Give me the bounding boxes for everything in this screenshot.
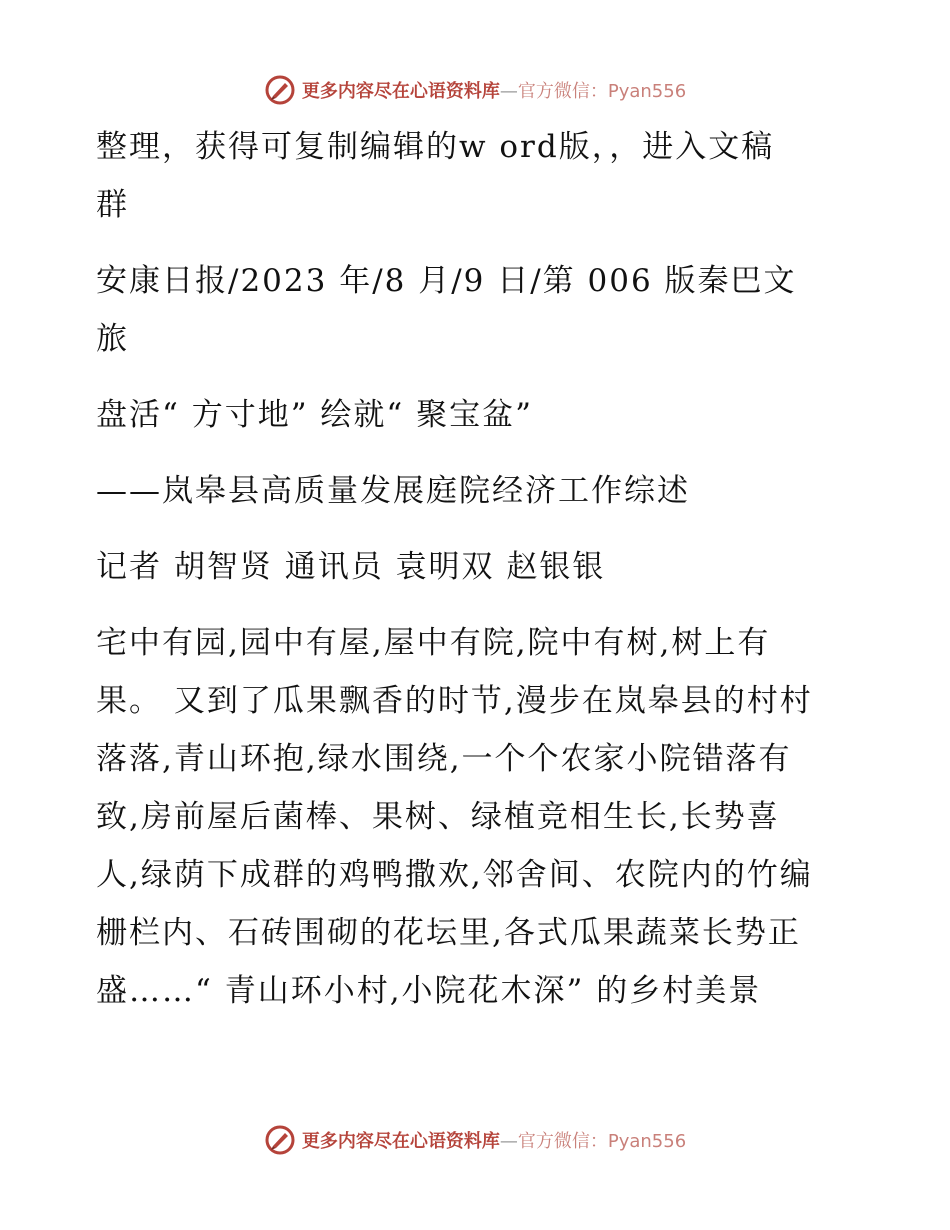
body-paragraph: [96, 614, 856, 1020]
article-subtitle: ——岚皋县高质量发展庭院经济工作综述: [96, 473, 690, 509]
intro-line-1: 整理，获得可复制编辑的w ord版，，进入文稿: [96, 129, 775, 165]
body-line: 果。 又到了瓜果飘香的时节,漫步在岚皋县的村村: [96, 683, 813, 719]
source-line-1: 安康日报/2023 年/8 月/9 日/第 006 版秦巴文: [96, 263, 797, 299]
body-line: 栅栏内、石砖围砌的花坛里,各式瓜果蔬菜长势正: [96, 915, 801, 951]
article-title: 盘活“ 方寸地” 绘就“ 聚宝盆”: [96, 397, 533, 433]
body-line: 落落,青山环抱,绿水围绕,一个个农家小院错落有: [96, 741, 792, 777]
source-line-2: 旅: [96, 321, 129, 357]
intro-line-2: 群: [96, 187, 129, 223]
pen-logo-icon: [264, 1124, 296, 1156]
body-line: 盛……“ 青山环小村,小院花木深” 的乡村美景: [96, 973, 762, 1009]
body-line: 宅中有园,园中有屋,屋中有院,院中有树,树上有: [96, 625, 771, 661]
body-line: 人,绿荫下成群的鸡鸭撒欢,邻舍间、农院内的竹编: [96, 857, 813, 893]
body-line: 致,房前屋后菌棒、果树、绿植竞相生长,长势喜: [96, 799, 780, 835]
watermark-text: 更多内容尽在心语资料库—官方微信：Pyan556: [301, 81, 687, 102]
document-body: [96, 118, 856, 1020]
pen-logo-icon: [264, 74, 296, 106]
byline: 记者 胡智贤 通讯员 袁明双 赵银银: [96, 549, 606, 585]
watermark-text: 更多内容尽在心语资料库—官方微信：Pyan556: [301, 1131, 687, 1152]
watermark-banner-top: [0, 70, 950, 110]
watermark-banner-bottom: [0, 1120, 950, 1160]
